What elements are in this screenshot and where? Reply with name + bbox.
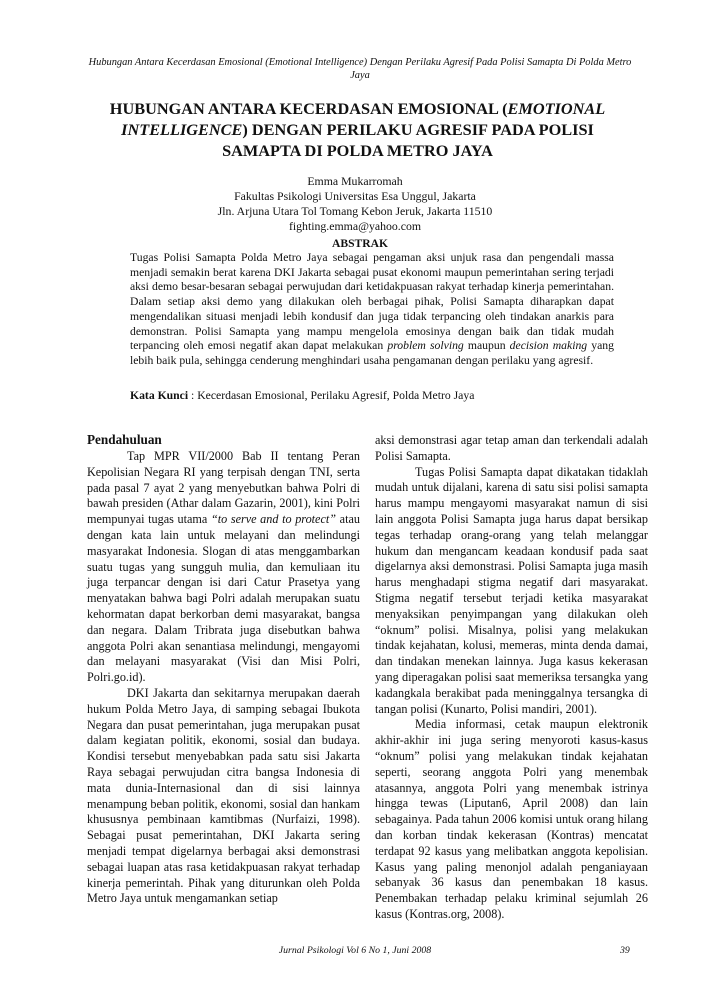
- page-number: 39: [620, 945, 630, 956]
- intro-paragraph-1: [87, 449, 360, 686]
- keywords-label: Kata Kunci: [130, 389, 189, 402]
- title-line3: SAMAPTA DI POLDA METRO JAYA: [222, 141, 493, 160]
- author-address: Jln. Arjuna Utara Tol Tomang Kebon Jeruk, Jakarta 11510: [217, 204, 493, 218]
- author-affiliation: Fakultas Psikologi Universitas Esa Unggul, Jakarta: [234, 189, 476, 203]
- intro-p1-a: Tap MPR VII/2000 Bab II tentang Peran Kepolisian Negara RI yang terpisah dengan TNI, serta pada pasal 7 ayat 2 yang menyebutkan bahwa Polri di bawah presiden (Athar dalam Gazarin, 2001), kini Polri mempunyai tugas utama: [87, 449, 360, 527]
- abstract-heading: ABSTRAK: [331, 237, 389, 250]
- column-left: [87, 432, 360, 907]
- paper-title: [100, 98, 615, 161]
- title-line2-italic: INTELLIGENCE: [121, 120, 243, 139]
- journal-footer: Jurnal Psikologi Vol 6 No 1, Juni 2008: [278, 945, 432, 956]
- author-block: [150, 174, 560, 234]
- title-line1-italic: EMOTIONAL: [507, 99, 606, 118]
- keywords-text: : Kecerdasan Emosional, Perilaku Agresif, Polda Metro Jaya: [188, 389, 475, 402]
- abstract-text-3: yang lebih baik pula, sehingga cenderung menghindari usaha pengamanan dengan perilaku yang agresif.: [130, 339, 614, 367]
- title-line2: ) DENGAN PERILAKU AGRESIF PADA POLISI: [242, 120, 594, 139]
- abstract-italic-2: decision making: [509, 339, 588, 353]
- intro-paragraph-4: Media informasi, cetak maupun elektronik akhir-akhir ini juga sering menyoroti kasus-kasus “oknum” polisi yang melakukan tindak kejahatan seperti, seorang anggota Polri yang menembak atasannya, anggota Polri yang menembak istrinya hingga tewas (Liputan6, April 2008) dan lain sebagainya. Pada tahun 2006 komisi untuk orang hilang dan korban tindak kekerasan (Kontras) mencatat terdapat 92 kasus yang melibatkan anggota kepolisian. Kasus yang paling menonjol adalah penganiayaan sebanyak 36 kasus dan penembakan 18 kasus. Penembakan terhadap pelaku kriminal sejumlah 26 kasus (Kontras.org, 2008).: [375, 717, 648, 921]
- title-line1: HUBUNGAN ANTARA KECERDASAN EMOSIONAL (: [109, 99, 508, 118]
- intro-paragraph-2-continued: aksi demonstrasi agar tetap aman dan terkendali adalah Polisi Samapta.: [375, 433, 648, 463]
- intro-paragraph-3: Tugas Polisi Samapta dapat dikatakan tidaklah mudah untuk dijalani, karena di satu sisi polisi samapta harus mampu mengayomi masyarakat namun di sisi lain anggota Polisi Samapta juga harus dapat bersikap tegas terhadap orang-orang yang telah melanggar hukum dan mengancam keadaan kondusif pada saat digelarnya aksi demonstrasi. Polisi Samapta juga masih harus menghadapi stigma negatif dari masyarakat. Stigma negatif tersebut terjadi ketika masyarakat menyaksikan penyimpangan yang dilakukan oleh “oknum” polisi. Misalnya, polisi yang melakukan tindak kejahatan, kolusi, memeras, minta denda damai, dan tindakan menekan lainnya. Juga kasus kekerasan yang diperagakan polisi saat memeriksa tersangka yang kadangkala berakibat pada meninggalnya tersangka di tangan polisi (Kunarto, Polisi mandiri, 2001).: [375, 464, 648, 716]
- intro-p1-italic: “to serve and to protect”: [210, 512, 337, 527]
- author-name: Emma Mukarromah: [307, 174, 403, 188]
- abstract-body: [130, 251, 614, 369]
- abstract-italic-1: problem solving: [387, 339, 464, 353]
- column-right: [375, 433, 648, 923]
- author-email: fighting.emma@yahoo.com: [288, 219, 422, 233]
- running-head: Hubungan Antara Kecerdasan Emosional (Emotional Intelligence) Dengan Perilaku Agresif Pada Polisi Samapta Di Polda Metro Jaya: [88, 57, 632, 81]
- section-heading-pendahuluan: Pendahuluan: [87, 432, 162, 447]
- intro-p1-b: atau dengan kata lain untuk melayani dan melindungi masyarakat Indonesia. Slogan di atas menggambarkan suatu tugas yang sungguh mulia, dan kemuliaan itu juga terpancar dengan isi dari Catur Prasetya yang menyatakan bahwa bagi Polri adalah merupakan suatu kehormatan dapat berkorban demi masyarakat, bangsa dan negara. Dalam Tribrata juga disebutkan bahwa anggota Polri akan senantiasa melindungi, mengayomi dan melayani masyarakat (Visi dan Misi Polri, Polri.go.id).: [87, 512, 360, 685]
- intro-paragraph-2: DKI Jakarta dan sekitarnya merupakan daerah hukum Polda Metro Jaya, di samping sebagai Ibukota Negara dan pusat pemerintahan, juga merupakan pusat dalam kegiatan politik, ekonomi, sosial dan budaya. Kondisi tersebut menyebabkan pada satu sisi Jakarta Raya sebagai perwujudan citra bangsa Indonesia di mata dunia-Internasional dan di sisi lainnya menampung beban politik, ekonomi, sosial dan hankam khususnya pembinaan kamtibmas (Nurfaizi, 1998). Sebagai pusat pemerintahan, DKI Jakarta sering menjadi tempat digelarnya berbagai aksi demonstrasi sebagai luapan atas rasa ketidakpuasan rakyat terhadap kinerja pemerintah. Pihak yang diturunkan oleh Polda Metro Jaya untuk mengamankan setiap: [87, 685, 360, 906]
- abstract-text-2: maupun: [463, 339, 510, 353]
- abstract-text-1: Tugas Polisi Samapta Polda Metro Jaya sebagai pengaman aksi unjuk rasa dan pengendali massa menjadi semakin berat karena DKI Jakarta sebagai pusat ekonomi maupun pemerintahan sering terjadi aksi demo besar-besaran sebagai perwujudan dari ketidakpuasan rakyat terhadap kinerja pemerintahan. Dalam setiap aksi demo yang dilakukan oleh berbagai pihak, Polisi Samapta diharapkan dapat mengendalikan situasi menjadi lebih kondusif dan juga tidak terpancing oleh tindakan anarkis para demonstran. Polisi Samapta yang mampu mengelola emosinya dengan baik dan tidak mudah terpancing oleh emosi negatif akan dapat melakukan: [130, 251, 614, 353]
- keywords: [130, 389, 630, 402]
